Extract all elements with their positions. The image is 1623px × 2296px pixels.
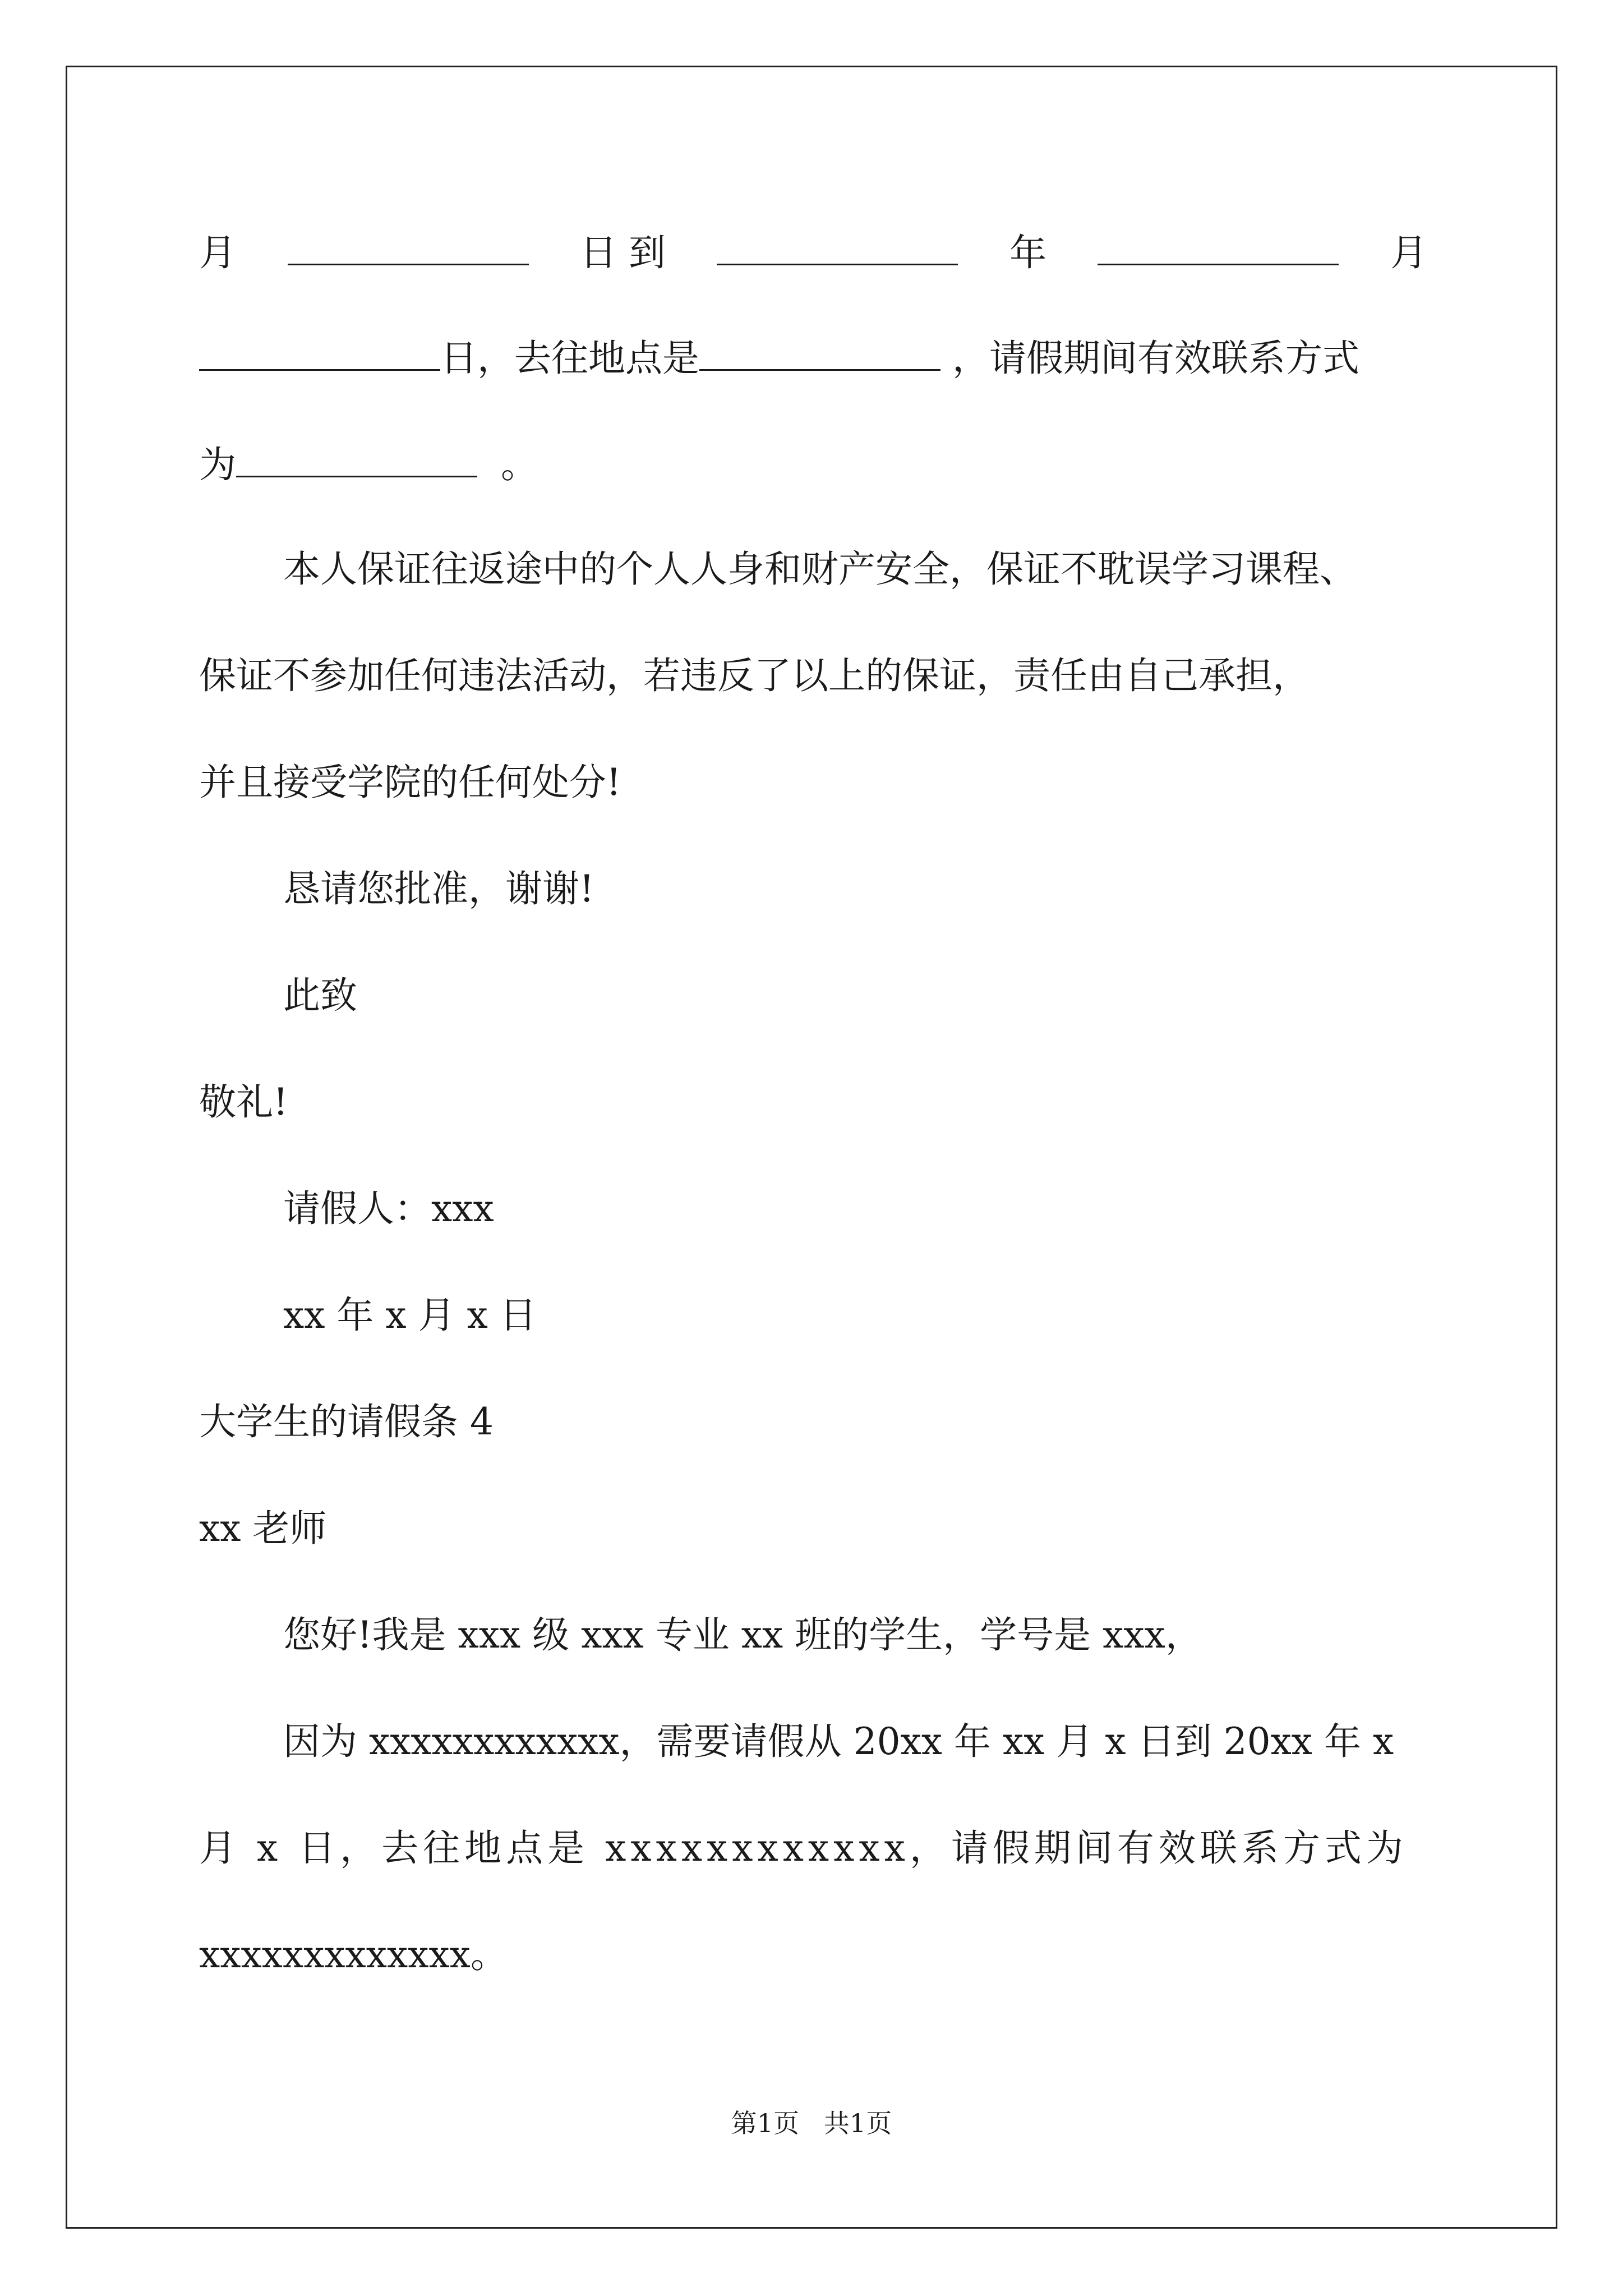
paragraph-line: 保证不参加任何违法活动，若违反了以上的保证，责任由自己承担，	[199, 654, 1310, 697]
word-year: 年	[1009, 231, 1046, 274]
section-title: 大学生的请假条 4	[199, 1400, 494, 1443]
blank-field	[288, 230, 529, 265]
text-for: 为	[199, 443, 236, 486]
paragraph-line: 因为 xxxxxxxxxxxx，需要请假从 20xx 年 xx 月 x 日到 20xx 年 x	[283, 1720, 1394, 1763]
page-footer: 第1页 共1页	[731, 2108, 892, 2138]
blank-field	[236, 442, 477, 477]
request-text: 恳请您批准，谢谢!	[283, 867, 594, 910]
word-month: 月	[1390, 231, 1427, 274]
greeting-text: 您好!我是 xxx 级 xxx 专业 xx 班的学生，学号是 xxx，	[283, 1613, 1202, 1657]
date-text: xx 年 x 月 x 日	[283, 1294, 537, 1337]
paragraph-line: 本人保证往返途中的个人人身和财产安全，保证不耽误学习课程、	[283, 547, 1357, 591]
blank-field	[699, 335, 940, 371]
word-month: 月	[199, 231, 236, 274]
paragraph-line: xxxxxxxxxxxxx。	[199, 1933, 508, 1976]
paragraph-line: 月 x 日，去往地点是 xxxxxxxxxxxx，请假期间有效联系方式为	[199, 1826, 1408, 1870]
signer-text: 请假人：xxx	[283, 1187, 494, 1230]
blank-field	[717, 230, 958, 265]
text-period: 。	[500, 443, 538, 486]
form-line-dates-start	[199, 230, 1427, 275]
salute-text: 敬礼!	[199, 1080, 288, 1124]
word-day-to: 日 到	[580, 231, 666, 274]
blank-field	[199, 335, 440, 371]
form-line-contact	[199, 442, 538, 487]
page-border	[66, 66, 1557, 2229]
text-contact-label: ，请假期间有效联系方式	[952, 337, 1359, 380]
text-destination-label: 日，去往地点是	[440, 337, 699, 380]
paragraph-line: 并且接受学院的任何处分!	[199, 761, 621, 804]
recipient-text: xx 老师	[199, 1507, 327, 1550]
blank-field	[1098, 230, 1339, 265]
closing-text: 此致	[283, 974, 357, 1017]
form-line-destination	[199, 335, 1359, 381]
